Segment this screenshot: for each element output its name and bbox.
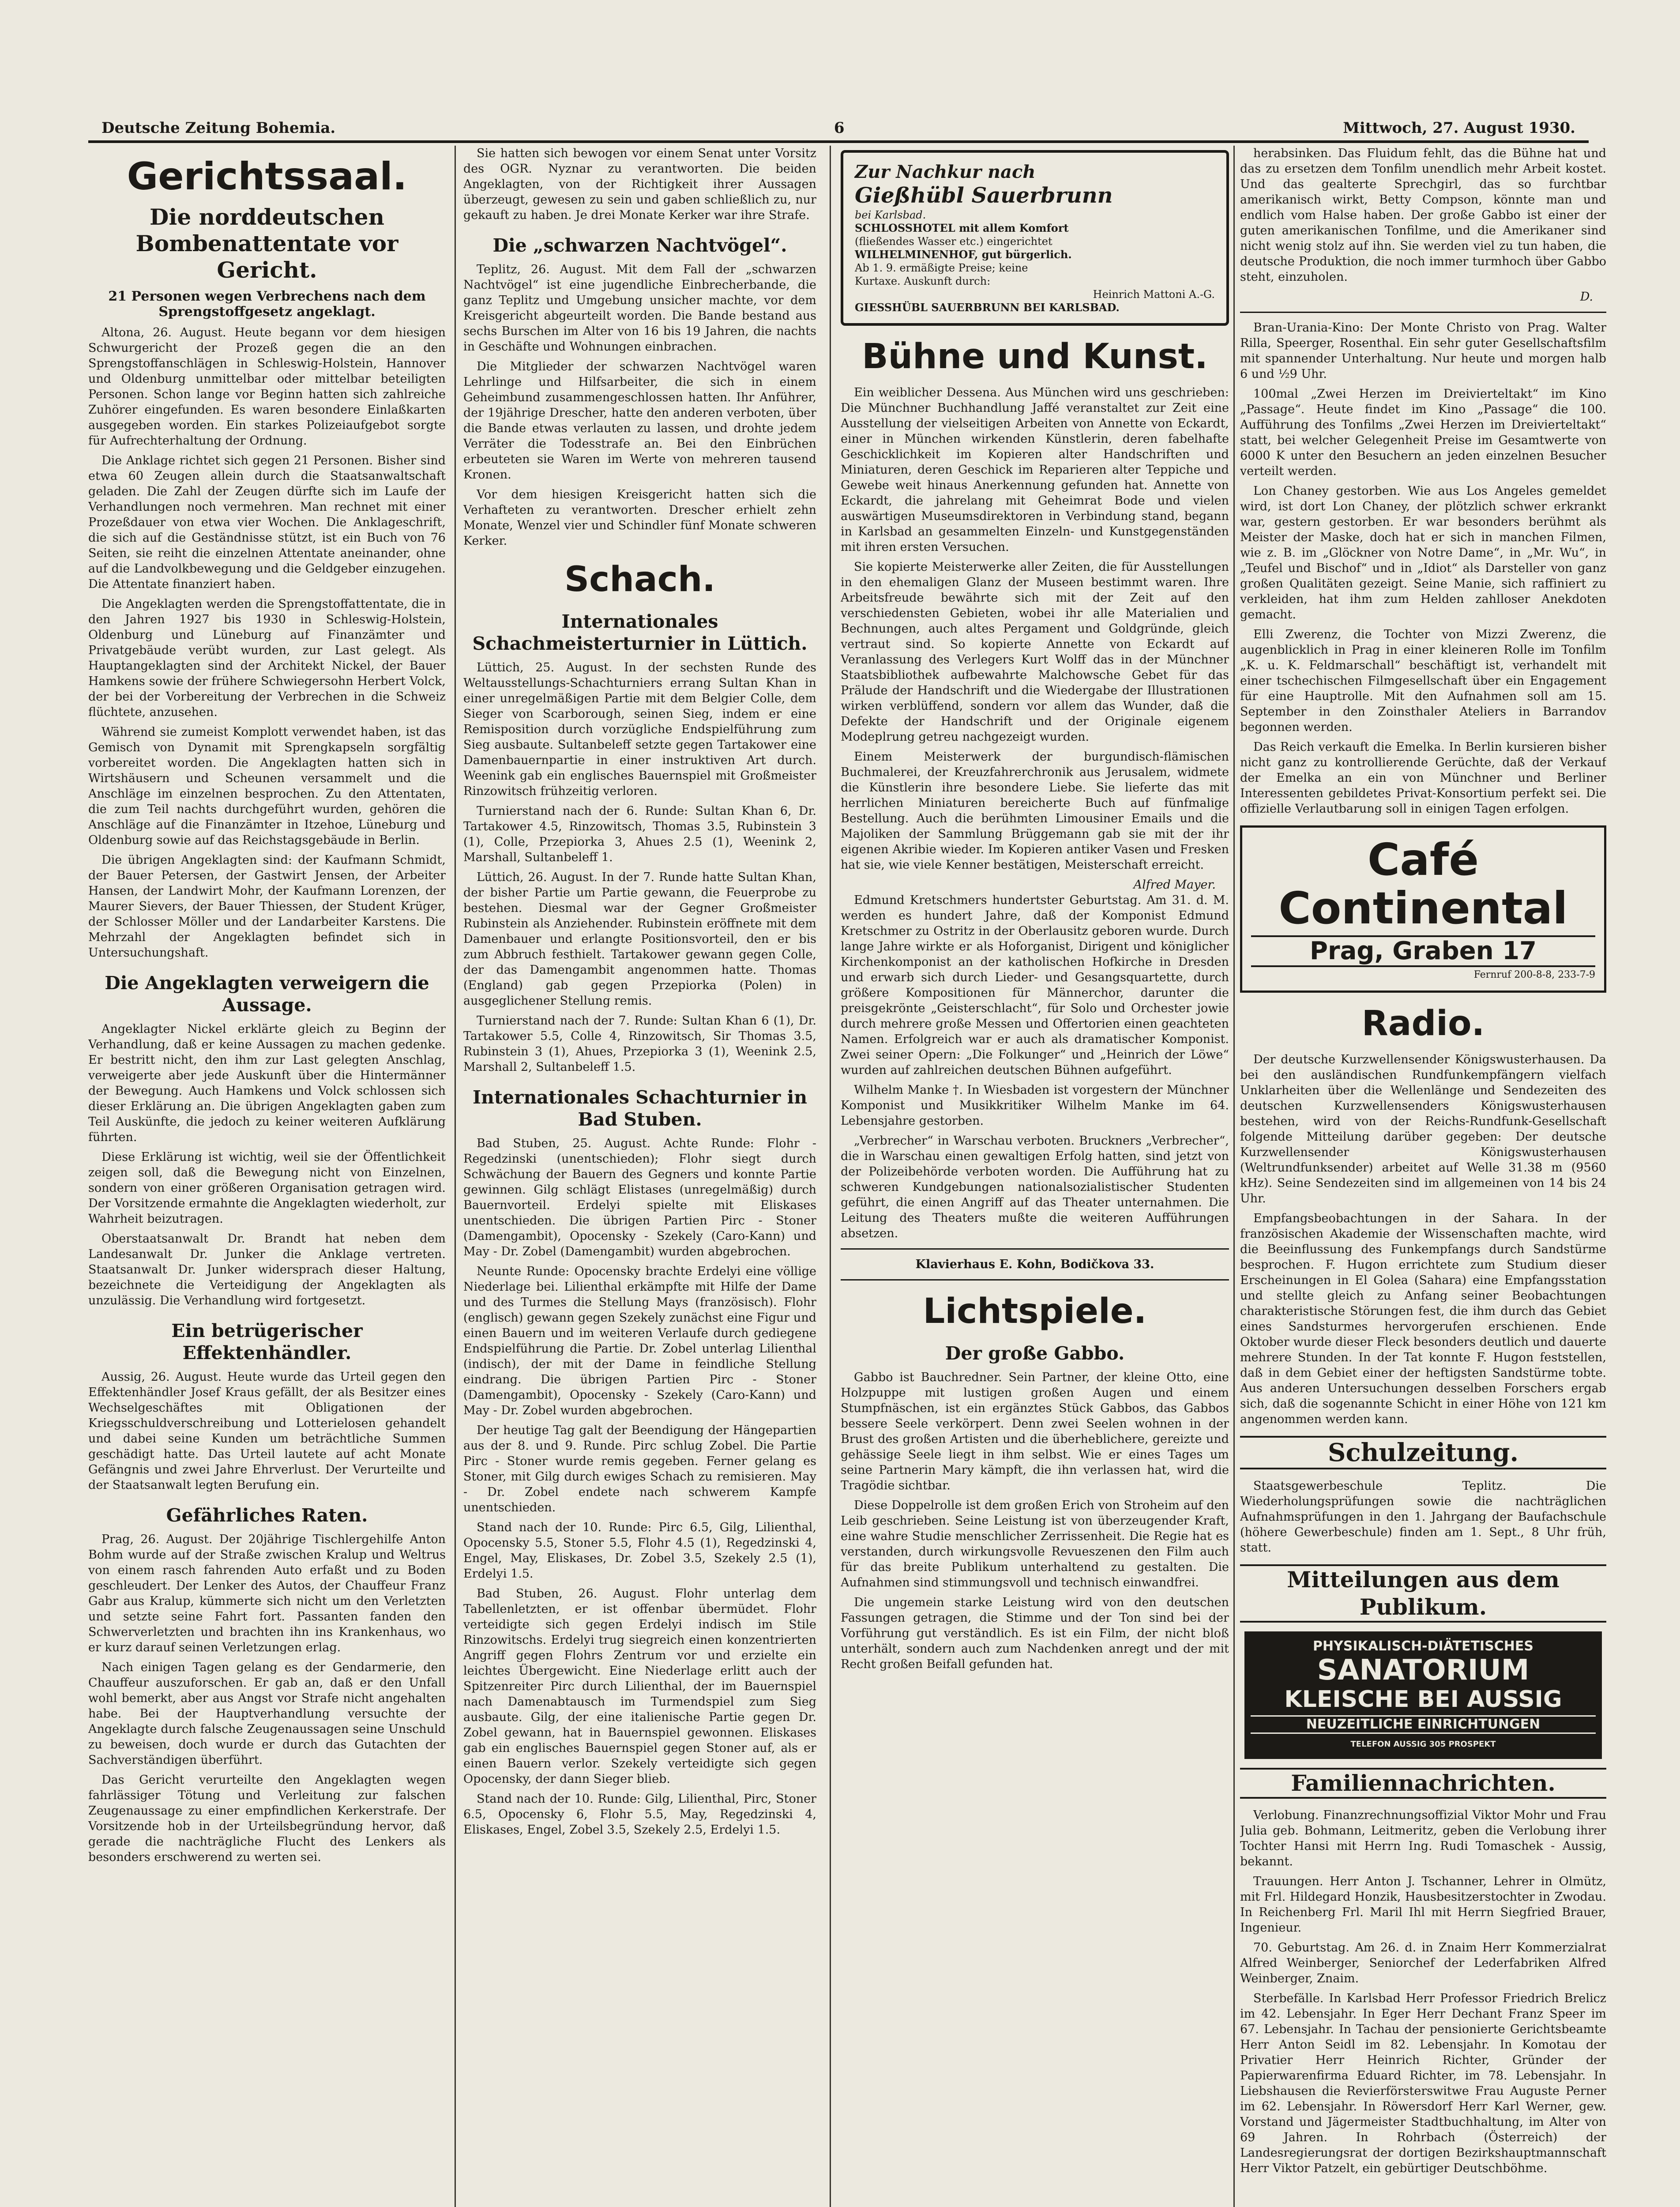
column-4 — [1240, 146, 1606, 2207]
issue-date: Mittwoch, 27. August 1930. — [1343, 119, 1575, 137]
article-paragraph: Lüttich, 26. August. In der 7. Runde hatte Sultan Khan, der bisher Partie um Partie gewann, die Feuerprobe zu bestehen. Diesmal war der Gegner Großmeister Rubinstein als Anziehender. Rubinstein eröffnete mit dem Damenbauer und erlangte Positionsvorteil, den er bis zum Abbruch festhielt. Tartakower gewann gegen Colle, der das Damengambit angenommen hatte. Thomas (England) gab gegen Przepiorka (Polen) in ausgeglichener Stellung remis. — [463, 870, 816, 1008]
article-paragraph: Neunte Runde: Opocensky brachte Erdelyi eine völlige Niederlage bei. Lilienthal erkämpfte mit Hilfe der Dame und des Turmes die Stellung Mays (französisch). Flohr (englisch) gewann gegen Szekely zunächst eine Figur und einen Bauern und im weiteren Verlaufe durch gediegene Endspielführung die Partie. Dr. Zobel unterlag Lilienthal (indisch), der mit der Dame in feindliche Stellung eindrang. Die übrigen Partien Pirc - Stoner (Damengambit), Opocensky - Szekely (Caro-Kann) und May - Dr. Zobel wurden abgebrochen. — [463, 1265, 816, 1417]
article-paragraph: „Verbrecher“ in Warschau verboten. Bruckners „Verbrecher“, die in Warschau einen gewaltigen Erfolg hatten, sind jetzt von der Polizeibehörde verboten worden. Die Aufführung hat zu schweren Kundgebungen nationalsozialistischer Studenten geführt, die einen Angriff auf das Theater unternahmen. Die Leitung des Theaters mußte die weiteren Aufführungen absetzen. — [841, 1134, 1229, 1240]
advertisement-giesshuebl — [841, 150, 1229, 326]
article-paragraph: Turnierstand nach der 7. Runde: Sultan Khan 6 (1), Dr. Tartakower 5.5, Colle 4, Rinzowitsch, Sir Thomas 3.5, Rubinstein 3 (1), Ahues, Przepiorka 3 (1), Weenink 2.5, Marshall 2, Sultanbeleff 1.5. — [463, 1014, 816, 1074]
article-heading: Die „schwarzen Nachtvögel“. — [492, 235, 787, 256]
column-divider — [1233, 146, 1235, 2207]
article-paragraph: Turnierstand nach der 6. Runde: Sultan Khan 6, Dr. Tartakower 4.5, Rinzowitsch, Thomas 3.5, Rubinstein 3 (1), Colle, Przepiorka 3, Ahues 2.5 (1), Weenink 2, Marshall, Sultanbeleff 1. — [463, 804, 816, 864]
article-heading: Die Angeklagten verweigern die Aussage. — [105, 972, 429, 1016]
divider — [841, 1279, 1229, 1281]
article-paragraph: Stand nach der 10. Runde: Gilg, Lilienthal, Pirc, Stoner 6.5, Opocensky 6, Flohr 5.5, May, Regedzinski 4, Eliskases, Engel, Zobel 3.5, Szekely 2.5, Erdelyi 1.5. — [463, 1792, 816, 1837]
ad-line: WILHELMINENHOF, gut bürgerlich. — [855, 248, 1072, 261]
section-title-gerichtssaal: Gerichtssaal. — [127, 154, 407, 199]
article-paragraph: Prag, 26. August. Der 20jährige Tischlergehilfe Anton Bohm wurde auf der Straße zwischen Kralup und Weltrus von einem rasch fahrenden Auto erfaßt und zu Boden geschleudert. Der Lenker des Autos, der Chauffeur Franz Gabr aus Kralup, kümmerte sich nicht um den Verletzten und setzte seine Fahrt fort. Passanten fanden den Schwerverletzten und brachten ihn ins Krankenhaus, wo er kurz darauf seinen Verletzungen erlag. — [88, 1533, 446, 1654]
author-signature: D. — [1580, 290, 1593, 304]
column-1 — [88, 146, 446, 2207]
article-paragraph: Während sie zumeist Komplott verwendet haben, ist das Gemisch von Dynamit mit Sprengkapseln sorgfältig vorbereitet worden. Die Angeklagten hatten sich in Wirtshäusern und Scheunen versammelt und die Anschläge im einzelnen besprochen. Zu den Attentaten, die zum Teil nachts durchgeführt wurden, gehören die Anschläge auf die Finanzämter in Itzehoe, Lüneburg und Oldenburg sowie auf das Reichstagsgebäude in Berlin. — [88, 725, 446, 847]
ad-line: bei Karlsbad. — [855, 209, 926, 221]
article-paragraph: Einem Meisterwerk der burgundisch-flämischen Buchmalerei, der Kreuzfahrerchronik aus Jerusalem, widmete die Künstlerin ihre besondere Liebe. Sie lieferte das mit herrlichen Miniaturen bereicherte Buch auf fünfmalige Bestellung. Auch die berühmten Limousiner Emails und die Majoliken der Sammlung Brüggemann gab sie mit der ihr eigenen Akribie wieder. Im Kopieren antiker Vasen und Fresken hat sie, wie viele Kenner bestätigen, Meisterschaft erreicht. — [841, 750, 1229, 872]
article-paragraph: Lon Chaney gestorben. Wie aus Los Angeles gemeldet wird, ist dort Lon Chaney, der plötzlich schwer erkrankt war, gestern gestorben. Er war besonders berühmt als Meister der Maske, doch hat er sich in manchen Filmen, wie z. B. im „Glöckner von Notre Dame“, in „Mr. Wu“, in „Teufel und Bischof“ und in „Idiot“ als Darsteller von ganz großen Qualitäten gezeigt. Seine Manie, sich raffiniert zu verkleiden, hat ihm zum Helden zahlloser Anekdoten gemacht. — [1240, 484, 1606, 621]
article-heading: Internationales Schachturnier in Bad Stuben. — [472, 1087, 808, 1130]
ad-line: GIESSHÜBL SAUERBRUNN BEI KARLSBAD. — [855, 301, 1120, 314]
article-paragraph: Elli Zwerenz, die Tochter von Mizzi Zwerenz, die augenblicklich in Prag in einer kleineren Rolle im Tonfilm „K. u. K. Feldmarschall“ beschäftigt ist, verhandelt mit einer tschechischen Filmgesellschaft über ein Engagement für eine Hauptrolle. Mit den Aufnahmen soll am 15. September in den Zoinsthaler Ateliers in Barrandov begonnen werden. — [1240, 628, 1606, 734]
header-rule — [88, 140, 1589, 143]
article-heading: Internationales Schachmeisterturnier in Lüttich. — [472, 611, 808, 654]
ad-line: NEUZEITLICHE EINRICHTUNGEN — [1251, 1715, 1596, 1734]
article-paragraph: Sterbefälle. In Karlsbad Herr Professor Friedrich Brelicz im 42. Lebensjahr. In Eger Herr Dechant Franz Speer im 67. Lebensjahr. In Tachau der pensionierte Gerichtsbeamte Herr Anton Seidl im 82. Lebensjahr. In Komotau der Privatier Herr Heinrich Richter, Gründer der Papierwarenfirma Eduard Richter, im 78. Lebensjahr. In Liebshausen die Revierförsterswitwe Frau Auguste Perner im 62. Lebensjahr. In Röwersdorf Herr Karl Werner, gew. Vorstand und Jägermeister Stadtbuchhaltung, im Alter von 69 Jahren. In Rohrbach (Österreich) der Landesregierungsrat der dortigen Bezirkshauptmannschaft Herr Viktor Patzelt, ein gebürtiger Deutschböhme. — [1240, 1992, 1606, 2175]
article-paragraph: Teplitz, 26. August. Mit dem Fall der „schwarzen Nachtvögel“ ist eine jugendliche Einbrecherbande, die ganz Teplitz und Umgebung unsicher machte, vor dem Kreisgericht abgeurteilt worden. Die Bande bestand aus sechs Burschen im Alter von 16 bis 19 Jahren, die nachts in Geschäfte und Wohnungen einbrachen. — [463, 263, 816, 354]
article-paragraph: Lüttich, 25. August. In der sechsten Runde des Weltausstellungs-Schachturniers errang Sultan Khan in einer unregelmäßigen Partie mit dem Belgier Colle, dem Sieger von Scarborough, seinen Sieg, indem er eine Remisposition durch vorzügliche Endspielführung zum Sieg ausbaute. Sultanbeleff setzte gegen Tartakower eine Damenbauernpartie in einer instruktiven Art durch. Weenink gab ein englisches Bauernspiel mit Großmeister Rinzowitsch frühzeitig verloren. — [463, 661, 816, 798]
article-paragraph: Die Anklage richtet sich gegen 21 Personen. Bisher sind etwa 60 Zeugen allein durch die Staatsanwaltschaft geladen. Die Zahl der Zeugen dürfte sich im Laufe der Verhandlungen noch vermehren. Man rechnet mit einer Prozeßdauer von etwa vier Wochen. Die Anklageschrift, die sich auf die Geständnisse stützt, ist ein Buch von 76 Seiten, sie reiht die einzelnen Attentate aneinander, ohne auf die Landvolkbewegung und die Geldgeber einzugehen. Die Attentate finanziert haben. — [88, 454, 446, 591]
article-paragraph: Nach einigen Tagen gelang es der Gendarmerie, den Chauffeur auszuforschen. Er gab an, daß er den Unfall wohl bemerkt, aber aus Angst vor Strafe nicht angehalten habe. Bei der Hauptverhandlung versuchte der Angeklagte durch falsche Zeugenaussagen seine Unschuld zu beweisen, doch wurde er durch das Gutachten der Sachverständigen überführt. — [88, 1661, 446, 1767]
article-heading: Der große Gabbo. — [945, 1343, 1125, 1364]
article-paragraph: Der heutige Tag galt der Beendigung der Hängepartien aus der 8. und 9. Runde. Pirc schlug Zobel. Die Partie Pirc - Stoner wurde remis gegeben. Ferner gelang es Stoner, mit Gilg durch ewiges Schach zu remisieren. May - Dr. Zobel endete nach schwerem Kampfe unentschieden. — [463, 1424, 816, 1514]
article-paragraph: Bad Stuben, 26. August. Flohr unterlag dem Tabellenletzten, er ist offenbar übermüdet. Flohr verteidigte sich gegen Erdelyi indisch im Stile Rinzowitschs. Erdelyi trug siegreich einen konzentrierten Angriff gegen Flohrs Zentrum vor und erzielte ein leichtes Übergewicht. Eine Niederlage erlitt auch der Spitzenreiter Pirc durch Lilienthal, der im Bauernspiel nach Damenabtausch im Turmendspiel zum Sieg ausbaute. Gilg, der eine italienische Partie gegen Dr. Zobel gewann, hat in Bauernspiel gewonnen. Eliskases gab ein englisches Bauernspiel gegen Stoner auf, als er einen Bauern verlor. Szekely verteidigte sich gegen Opocensky, der dann Sieger blieb. — [463, 1587, 816, 1786]
ad-line: Heinrich Mattoni A.-G. — [1093, 288, 1215, 301]
article-paragraph: 70. Geburtstag. Am 26. d. in Znaim Herr Kommerzialrat Alfred Weinberger, Seniorchef der Lederfabriken Alfred Weinberger, Znaim. — [1240, 1941, 1606, 1985]
article-paragraph: Trauungen. Herr Anton J. Tschanner, Lehrer in Olmütz, mit Frl. Hildegard Honzik, Hausbesitzerstochter in Zwodau. In Reichenberg Frl. Maril Ihl mit Herrn Siegfried Brauer, Ingenieur. — [1240, 1875, 1606, 1935]
column-divider — [830, 146, 831, 2207]
divider — [841, 1248, 1229, 1250]
ad-title: Café Continental — [1278, 834, 1568, 934]
ad-address: Prag, Graben 17 — [1251, 935, 1595, 967]
ad-title: SANATORIUM — [1317, 1654, 1530, 1687]
headline: Die norddeutschen Bombenattentate vor Gericht. — [135, 204, 398, 283]
column-3 — [841, 146, 1229, 2207]
divider — [1240, 312, 1606, 313]
article-heading: Ein betrügerischer Effektenhändler. — [171, 1320, 363, 1363]
article-paragraph: Altona, 26. August. Heute begann vor dem hiesigen Schwurgericht der Prozeß gegen die an den Sprengstoffanschlägen in Schleswig-Holstein, Hannover und Oldenburg unmittelbar oder mittelbar beteiligten Personen. Schon lange vor Beginn hatten sich zahlreiche Zuhörer eingefunden. Es waren besondere Einlaßkarten ausgegeben worden. Ein starkes Polizeiaufgebot sorgte für Aufrechterhaltung der Ordnung. — [88, 326, 446, 448]
advertisement-sanatorium — [1244, 1631, 1602, 1759]
section-title-radio: Radio. — [1361, 1004, 1485, 1043]
author-signature: Alfred Mayer. — [1133, 878, 1216, 892]
article-paragraph: Vor dem hiesigen Kreisgericht hatten sich die Verhafteten zu verantworten. Drescher erhielt zehn Monate, Wenzel vier und Schindler fünf Monate schweren Kerker. — [463, 488, 816, 548]
ad-line: Ab 1. 9. ermäßigte Preise; keine — [855, 262, 1028, 274]
article-paragraph: Staatsgewerbeschule Teplitz. Die Wiederholungsprüfungen sowie die nachträglichen Aufnahmsprüfungen in den 1. Jahrgang der Baufachschule (höhere Gewerbeschule) finden am 1. Sept., 8 Uhr früh, statt. — [1240, 1479, 1606, 1555]
article-paragraph: Die ungemein starke Leistung wird von den deutschen Fassungen getragen, die Stimme und der Ton sind bei der Vorführung gut verständlich. Es ist ein Film, der nicht bloß unterhält, sondern auch zum Nachdenken anregt und der mit Recht großen Beifall gefunden hat. — [841, 1596, 1229, 1671]
advertisement-cafe-continental — [1240, 825, 1606, 993]
section-title-schach: Schach. — [564, 560, 715, 599]
section-title-mitteilungen: Mitteilungen aus dem Publikum. — [1240, 1564, 1606, 1623]
classified-ad: Klavierhaus E. Kohn, Bodičkova 33. — [915, 1258, 1154, 1271]
article-paragraph: Edmund Kretschmers hundertster Geburtstag. Am 31. d. M. werden es hundert Jahre, daß der Komponist Edmund Kretschmer zu Ostritz in der Oberlausitz geboren wurde. Durch lange Jahre wirkte er als Hoforganist, Dirigent und königlicher Kirchenkomponist an der katholischen Hofkirche in Dresden und erwarb sich durch Lieder- und Gesangsquartette, durch größere Kompositionen für Männerchor, darunter die preisgekrönte „Geisterschlacht“, für Solo und Orchester jowie durch mehrere große Messen und Offertorien einen geachteten Namen. Erfolgreich war er auch als dramatischer Komponist. Zwei seiner Opern: „Die Folkunger“ und „Heinrich der Löwe“ wurden auf zahlreichen deutschen Bühnen aufgeführt. — [841, 893, 1229, 1077]
article-paragraph: 100mal „Zwei Herzen im Dreivierteltakt“ im Kino „Passage“. Heute findet im Kino „Passage“ die 100. Aufführung des Tonfilms „Zwei Herzen im Dreivierteltakt“ statt, bei welcher Gelegenheit Preise im Gesamtwerte von 6000 K unter den Besuchern an jeden einzelnen Besucher verteilt werden. — [1240, 387, 1606, 478]
page-number: 6 — [834, 119, 845, 137]
ad-line: PHYSIKALISCH-DIÄTETISCHES — [1313, 1638, 1533, 1654]
section-title-familiennachrichten: Familiennachrichten. — [1240, 1768, 1606, 1799]
ad-line: TELEFON AUSSIG 305 PROSPEKT — [1350, 1740, 1496, 1749]
article-paragraph: Der deutsche Kurzwellensender Königswusterhausen. Da bei den ausländischen Rundfunkempfängern vielfach Unklarheiten über die Wellenlänge und Sendezeiten des deutschen Kurzwellensenders Königswusterhausen bestehen, wird von der Reichs-Rundfunk-Gesellschaft folgende Mitteilung darüber gegeben: Der deutsche Kurzwellensender Königswusterhausen (Weltrundfunksender) arbeitet auf Welle 31.38 m (9560 kHz). Seine Sendezeiten sind im allgemeinen von 14 bis 24 Uhr. — [1240, 1053, 1606, 1205]
article-paragraph: Sie kopierte Meisterwerke aller Zeiten, die für Ausstellungen in den ehemaligen Glanz der Museen bestimmt waren. Ihre Arbeitsfreude bewährte sich mit der Zeit auf den verschiedensten Gebieten, wobei ihr alle Materialien und Bechnungen, auch altes Pergament und Goldgründe, gleich vertraut sind. So kopierte Annette von Eckardt auf Veranlassung des Verlegers Kurt Wolff das in der Münchner Staatsbibliothek aufbewahrte Malchowsche Gebet für das Prälude der Handschrift und die Wiedergabe der Illustrationen wirken verblüffend, sondern vor allem das Wunder, daß die Defekte der Handschrift und der Originale eigenem Modeplrung getreu nachgezeigt wurden. — [841, 560, 1229, 744]
ad-line: Kurtaxe. Auskunft durch: — [855, 275, 991, 287]
article-paragraph: Aussig, 26. August. Heute wurde das Urteil gegen den Effektenhändler Josef Kraus gefällt, der als Besitzer eines Wechselgeschäftes mit Obligationen der Kriegsschuldverschreibung und Lotterielosen gehandelt und dabei seine Kunden um beträchtliche Summen geschädigt hatte. Das Urteil lautete auf acht Monate Gefängnis und zwei Jahre Ehrverlust. Der Verurteilte und der Staatsanwalt legten Berufung ein. — [88, 1370, 446, 1492]
article-paragraph: Bad Stuben, 25. August. Achte Runde: Flohr - Regedzinski (unentschieden); Flohr siegt durch Schwächung der Bauern des Gegners und konnte Partie gewinnen. Gilg schlägt Elistases (unregelmäßig) durch Bauernvorteil. Erdelyi spielte mit Eliskases unentschieden. Die übrigen Partien Pirc - Stoner (Damengambit), Opocensky - Szekely (Caro-Kann) und May - Dr. Zobel (Damengambit) wurden abgebrochen. — [463, 1137, 816, 1258]
article-paragraph: Diese Doppelrolle ist dem großen Erich von Stroheim auf den Leib geschrieben. Seine Leistung ist von überzeugender Kraft, eine wahre Studie menschlicher Zerrissenheit. Die Regie hat es verstanden, durch wirkungsvolle Revueszenen den Film auch für das breite Publikum unterhaltend zu gestalten. Die Aufnahmen sind stimmungsvoll und technisch einwandfrei. — [841, 1499, 1229, 1589]
ad-phone: Fernruf 200-8-8, 233-7-9 — [1473, 969, 1595, 980]
column-divider — [455, 146, 456, 2207]
column-2 — [463, 146, 816, 2207]
article-paragraph: Gabbo ist Bauchredner. Sein Partner, der kleine Otto, eine Holzpuppe mit lustigen großen Augen und einem Stumpfnäschen, ist ein ergänztes Stück Gabbos, das Gabbos bessere Seele verkörpert. Denn zwei Seelen wohnen in der Brust des großen Artisten und die überheblichere, gereizte und gehässige Seele liegt in ihm selbst. Wie er eines Tages um seine Partnerin Mary kämpft, die ihn verlassen hat, wird die Tragödie sichtbar. — [841, 1371, 1229, 1492]
article-paragraph: Verlobung. Finanzrechnungsoffizial Viktor Mohr und Frau Julia geb. Bohmann, Leitmeritz, geben die Verlobung ihrer Tochter Hansi mit Herrn Ing. Rudi Tomaschek - Aussig, bekannt. — [1240, 1808, 1606, 1868]
article-paragraph: Das Reich verkauft die Emelka. In Berlin kursieren bisher nicht ganz zu kontrollierende Gerüchte, daß der Verkauf der Emelka an ein von Münchner und Berliner Interessenten gebildetes Privat-Konsortium perfekt sei. Die offizielle Verlautbarung soll in einigen Tagen erfolgen. — [1240, 740, 1606, 816]
article-paragraph: Wilhelm Manke †. In Wiesbaden ist vorgestern der Münchner Komponist und Musikkritiker Wilhelm Manke im 64. Lebensjahre gestorben. — [841, 1083, 1229, 1128]
ad-line: KLEISCHE BEI AUSSIG — [1284, 1686, 1562, 1713]
ad-line: (fließendes Wasser etc.) eingerichtet — [855, 235, 1052, 248]
running-head — [101, 110, 1575, 137]
article-paragraph: Angeklagter Nickel erklärte gleich zu Beginn der Verhandlung, daß er keine Aussagen zu machen gedenke. Er bestritt nicht, den ihm zur Last gelegten Anschlag, verweigerte aber jede Auskunft über die Hintermänner der Bewegung. Auch Hamkens und Volck schlossen sich dieser Erklärung an. Die übrigen Angeklagten gaben zum Teil Auskünfte, die jedoch zu keiner weiteren Aufklärung führten. — [88, 1022, 446, 1144]
section-title-lichtspiele: Lichtspiele. — [923, 1292, 1147, 1331]
article-heading: Gefährliches Raten. — [166, 1505, 368, 1526]
article-paragraph: Sie hatten sich bewogen vor einem Senat unter Vorsitz des OGR. Nyznar zu verantworten. Die beiden Angeklagten, von der Richtigkeit ihrer Aussagen überzeugt, gewesen zu sein und gaben schließlich zu, nur gekauft zu haben. Je drei Monate Kerker war ihre Strafe. — [463, 147, 816, 222]
article-paragraph: Oberstaatsanwalt Dr. Brandt hat neben dem Landesanwalt Dr. Junker die Anklage vertreten. Staatsanwalt Dr. Junker widersprach dieser Haltung, bezeichnete die Verteidigung der Angeklagten als unzulässig. Die Verhandlung wird fortgesetzt. — [88, 1232, 446, 1307]
article-paragraph: Die Angeklagten werden die Sprengstoffattentate, die in den Jahren 1927 bis 1930 in Schleswig-Holstein, Oldenburg und Lüneburg auf Finanzämter und Privatgebäude verübt wurden, zur Last gelegt. Als Hauptangeklagten sind der Architekt Nickel, der Bauer Hamkens sowie der frühere Schwiegersohn Herbert Volck, der bei der Vorbereitung der Verbrechen in die Schweiz flüchtete, anzusehen. — [88, 597, 446, 719]
subheadline: 21 Personen wegen Verbrechens nach dem Sprengstoffgesetz angeklagt. — [108, 289, 426, 320]
masthead-name: Deutsche Zeitung Bohemia. — [101, 119, 336, 137]
ad-title: Gießhübl Sauerbrunn — [855, 183, 1113, 208]
article-paragraph: Ein weiblicher Dessena. Aus München wird uns geschrieben: Die Münchner Buchhandlung Jaffé veranstaltet zur Zeit eine Ausstellung der vielseitigen Arbeiten von Annette von Eckardt, einer in München wirkenden Künstlerin, deren fabelhafte Geschicklichkeit im Kopieren alter Handschriften und Miniaturen, deren Geschick im Reparieren alter Teppiche und Gewebe weit hinaus Anerkennung gefunden hat. Annette von Eckardt, die jahrelang mit Geheimrat Bode und vielen auswärtigen Museumsdirektoren in Verbindung stand, begann in Karlsbad an gesammelten Einzeln- und Kunstgegenständen mit ihren ersten Versuchen. — [841, 386, 1229, 554]
article-paragraph: herabsinken. Das Fluidum fehlt, das die Bühne hat und das zu ersetzen dem Tonfilm unendlich mehr Arbeit kostet. Und das gealterte Sprechgirl, das so furchtbar amerikanisch wirkt, Betty Compson, könnte man und endlich vom Halse haben. Der große Gabbo ist einer der guten amerikanischen Tonfilme, und die Amerikaner sind nicht wenig stolz auf ihn. Sie werden viel zu tun haben, die deutsche Produktion, die noch immer turmhoch über Gabbo steht, einzuholen. — [1240, 147, 1606, 284]
article-paragraph: Stand nach der 10. Runde: Pirc 6.5, Gilg, Lilienthal, Opocensky 5.5, Stoner 5.5, Flohr 4.5 (1), Regedzinski 4, Engel, May, Eliskases, Dr. Zobel 3.5, Szekely 2.5 (1), Erdelyi 1.5. — [463, 1521, 816, 1581]
article-paragraph: Das Gericht verurteilte den Angeklagten wegen fahrlässiger Tötung und Verleitung zur falschen Zeugenaussage zu einer empfindlichen Kerkerstrafe. Der Vorsitzende hob in der Urteilsbegründung hervor, daß gerade die nachträgliche Flucht des Lenkers als besonders erschwerend zu werten sei. — [88, 1773, 446, 1864]
article-paragraph: Empfangsbeobachtungen in der Sahara. In der französischen Akademie der Wissenschaften machte, wird die Beeinflussung des Funkempfangs durch Sandstürme besprochen. F. Hugon errichtete zum Studium dieser Erscheinungen in El Golea (Sahara) eine Empfangsstation und stellte gleich zu Anfang seiner Beobachtungen charakteristische Störungen fest, die ihm durch das Gebiet eines Sandsturmes hervorgerufen erschienen. Ende Oktober wurde dieser Fleck besonders deutlich und dauerte mehrere Stunden. In der Tat konnte F. Hugon feststellen, daß in dem Gebiet einer der heftigsten Sandstürme tobte. Aus anderen Untersuchungen desselben Forschers ergab sich, daß die sogenannte Schicht in einer Höhe von 121 km angenommen werden kann. — [1240, 1212, 1606, 1426]
ad-title: Zur Nachkur nach — [855, 162, 1036, 182]
section-title-buehne: Bühne und Kunst. — [862, 337, 1208, 377]
article-paragraph: Diese Erklärung ist wichtig, weil sie der Öffentlichkeit zeigen soll, daß die Bewegung nicht von Einzelnen, sondern von einer größeren Organisation getragen wird. Der Vorsitzende ermahnte die Angeklagten wiederholt, zur Wahrheit beizutragen. — [88, 1150, 446, 1226]
article-paragraph: Die übrigen Angeklagten sind: der Kaufmann Schmidt, der Bauer Petersen, der Gastwirt Jensen, der Arbeiter Hansen, der Landwirt Mohr, der Kaufmann Lorenzen, der Maurer Sievers, der Bauer Thiessen, der Student Krüger, der Schlosser Möller und der Landarbeiter Karstens. Die Mehrzahl der Angeklagten befindet sich in Untersuchungshaft. — [88, 853, 446, 960]
article-paragraph: Die Mitglieder der schwarzen Nachtvögel waren Lehrlinge und Hilfsarbeiter, die sich in einem Geheimbund zusammengeschlossen hatten. Ihr Anführer, der 19jährige Drescher, hatte den anderen verboten, über die Bande etwas verlauten zu lassen, und drohte jedem Verräter die Todesstrafe an. Bei den Einbrüchen erbeuteten sie Waren im Werte von mehreren tausend Kronen. — [463, 360, 816, 482]
section-title-schulzeitung: Schulzeitung. — [1240, 1436, 1606, 1469]
ad-line: SCHLOSSHOTEL mit allem Komfort — [855, 222, 1069, 234]
article-paragraph: Bran-Urania-Kino: Der Monte Christo von Prag. Walter Rilla, Speerger, Rosenthal. Ein sehr guter Gesellschaftsfilm mit spannender Unterhaltung. Nur heute und morgen halb 6 und ½9 Uhr. — [1240, 321, 1606, 381]
